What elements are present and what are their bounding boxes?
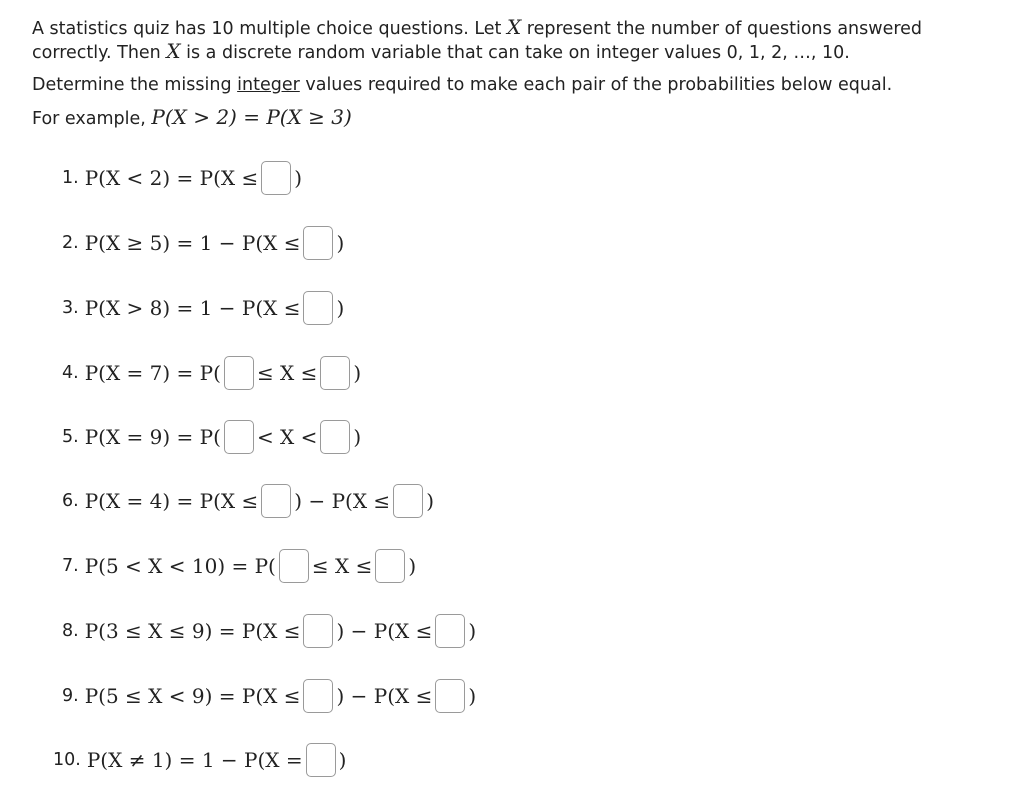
question-expression: P(X < 2) = P(X ≤ [84,166,259,190]
instructions [32,16,992,130]
question-number: 7. [62,556,79,576]
question-number: 9. [62,686,79,706]
question-expression: ) [468,684,477,708]
answer-box-q2[interactable] [303,226,333,260]
question-expression: ) [468,619,477,643]
answer-box-q10[interactable] [306,743,336,777]
question-5 [62,418,361,456]
example-paragraph [32,106,992,130]
question-expression: P(X ≥ 5) = 1 − P(X ≤ [84,231,301,255]
intro-text-3: is a discrete random variable that can take on integer values 0, 1, 2, …, 10. [180,43,850,63]
task-text-1: Determine the missing [32,75,238,95]
question-expression: ) [353,361,362,385]
question-expression: P(X = 7) = P( [84,361,221,385]
question-expression: P(X = 4) = P(X ≤ [84,489,259,513]
answer-box-q3[interactable] [303,291,333,325]
question-expression: ≤ X ≤ [256,361,318,385]
question-number: 10. [53,750,81,770]
question-expression: ) [294,166,303,190]
question-10 [53,741,346,779]
task-underlined-word: integer [237,75,300,95]
question-8 [62,612,476,650]
question-6 [62,482,434,520]
question-expression: P(X = 9) = P( [84,425,221,449]
question-number: 3. [62,298,79,318]
example-label: For example, [32,109,152,129]
answer-box-q8-second[interactable] [435,614,465,648]
question-expression: P(5 ≤ X < 9) = P(X ≤ [84,684,301,708]
question-expression: P(X ≠ 1) = 1 − P(X = [86,748,303,772]
answer-box-q9-first[interactable] [303,679,333,713]
question-number: 8. [62,621,79,641]
answer-box-q4-upper[interactable] [320,356,350,390]
task-text-2: values required to make each pair of the probabilities below equal. [299,75,893,95]
variable-x: X [506,15,522,39]
question-expression: ) [353,425,362,449]
question-expression: ) − P(X ≤ [294,489,391,513]
question-number: 1. [62,168,79,188]
question-number: 2. [62,233,79,253]
question-expression: P(3 ≤ X ≤ 9) = P(X ≤ [84,619,301,643]
question-expression: ) [336,296,345,320]
question-number: 6. [62,491,79,511]
question-expression: P(5 < X < 10) = P( [84,554,276,578]
answer-box-q9-second[interactable] [435,679,465,713]
question-4 [62,354,361,392]
question-expression: ) − P(X ≤ [336,684,433,708]
question-3 [62,289,344,327]
intro-text-2: represent the number of questions answered correctly. Then [32,19,923,63]
answer-box-q6-second[interactable] [393,484,423,518]
intro-paragraph [32,16,992,64]
answer-box-q4-lower[interactable] [224,356,254,390]
question-1 [62,159,302,197]
question-expression: < X < [256,425,318,449]
answer-box-q7-upper[interactable] [375,549,405,583]
question-expression: ) [336,231,345,255]
question-number: 4. [62,363,79,383]
answer-box-q1[interactable] [261,161,291,195]
example-expression: P(X > 2) = P(X ≥ 3) [151,105,352,129]
question-9 [62,677,476,715]
question-number: 5. [62,427,79,447]
answer-box-q6-first[interactable] [261,484,291,518]
answer-box-q5-lower[interactable] [224,420,254,454]
question-expression: ≤ X ≤ [311,554,373,578]
answer-box-q7-lower[interactable] [279,549,309,583]
question-2 [62,224,344,262]
question-expression: P(X > 8) = 1 − P(X ≤ [84,296,301,320]
question-expression: ) [338,748,347,772]
question-expression: ) [408,554,417,578]
question-expression: ) − P(X ≤ [336,619,433,643]
question-7 [62,547,416,585]
intro-text-1: A statistics quiz has 10 multiple choice questions. Let [32,19,507,39]
task-paragraph [32,74,992,96]
answer-box-q5-upper[interactable] [320,420,350,454]
question-expression: ) [426,489,434,513]
answer-box-q8-first[interactable] [303,614,333,648]
variable-x-2: X [166,39,181,63]
